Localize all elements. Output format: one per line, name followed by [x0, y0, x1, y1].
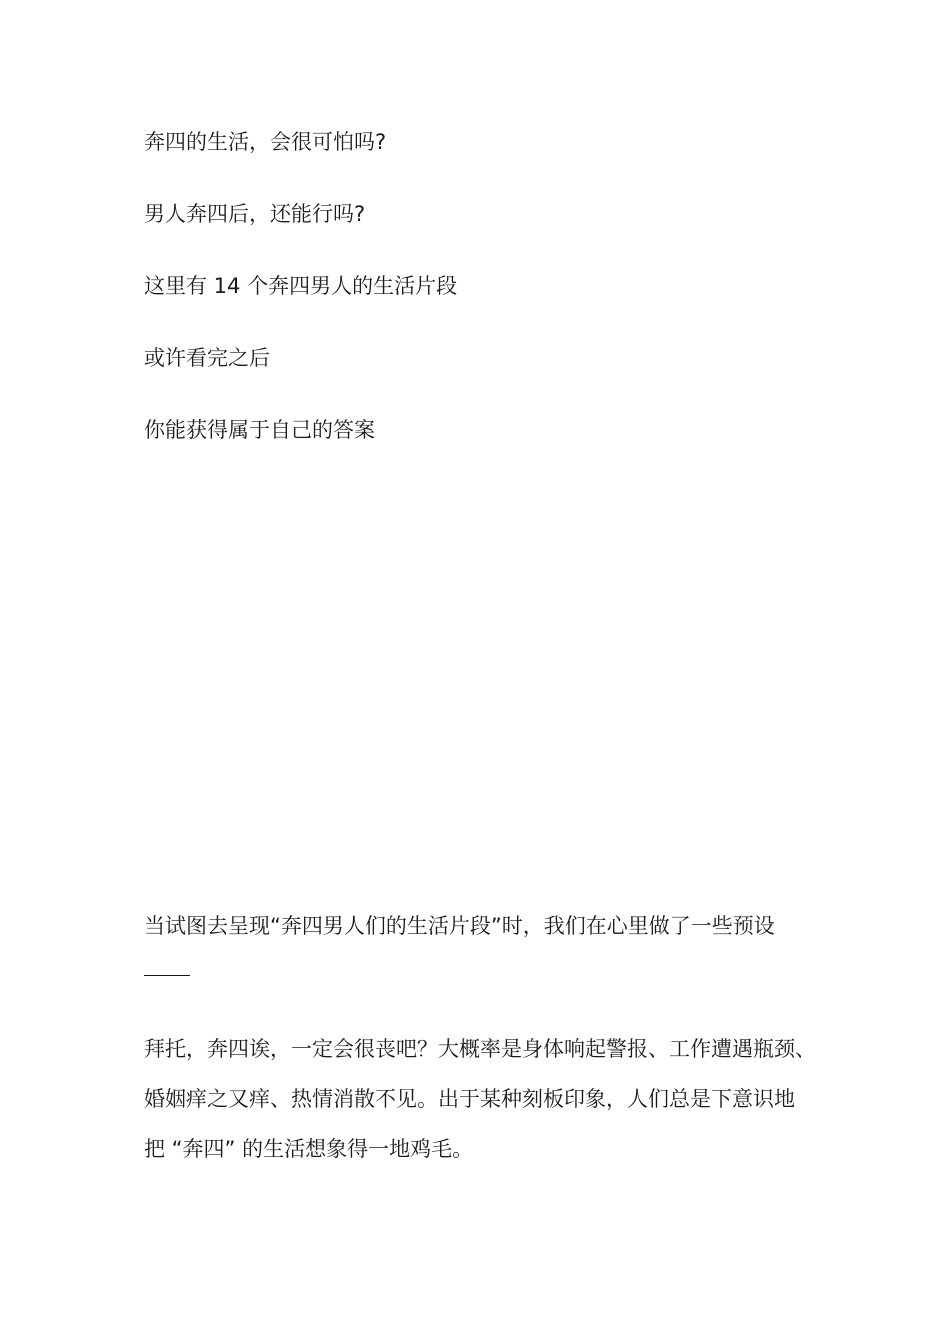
paragraph-2-line-1: 拜托，奔四诶，一定会很丧吧？大概率是身体响起警报、工作遭遇瓶颈、	[144, 1037, 816, 1061]
paragraph-2-line-3: 把 “奔四” 的生活想象得一地鸡毛。	[144, 1137, 474, 1161]
intro-line-5: 你能获得属于自己的答案	[144, 418, 375, 442]
paragraph-2-line-2: 婚姻痒之又痒、热情消散不见。出于某种刻板印象，人们总是下意识地	[144, 1087, 795, 1111]
intro-line-2: 男人奔四后，还能行吗?	[144, 202, 366, 226]
paragraph-1: 当试图去呈现“奔四男人们的生活片段”时，我们在心里做了一些预设	[144, 914, 775, 938]
intro-line-4: 或许看完之后	[144, 346, 270, 370]
intro-line-3: 这里有 14 个奔四男人的生活片段	[144, 274, 458, 298]
em-dash-line	[144, 975, 190, 976]
intro-line-1: 奔四的生活，会很可怕吗?	[144, 130, 387, 154]
